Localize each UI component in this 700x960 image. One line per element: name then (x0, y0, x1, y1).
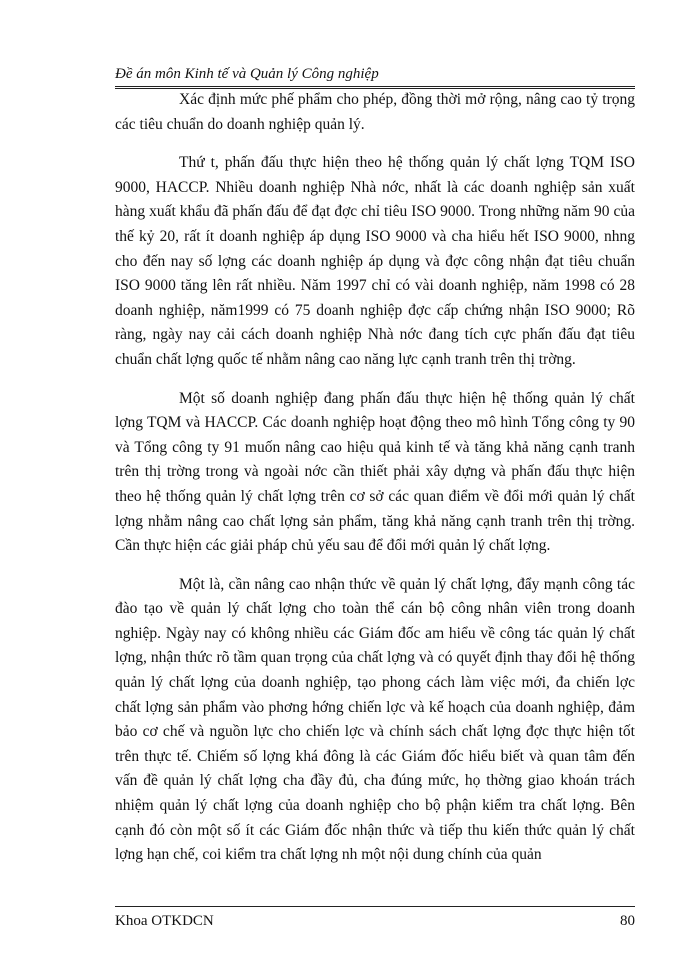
footer-department: Khoa OTKDCN (115, 913, 214, 929)
page-header-title: Đề án môn Kinh tế và Quản lý Công nghiệp (115, 66, 379, 82)
paragraph-1: Xác định mức phế phẩm cho phép, đồng thời mở rộng, nâng cao tỷ trọng các tiêu chuẩn do doanh nghiệp quản lý. (115, 91, 635, 133)
paragraph-4: Một là, cần nâng cao nhận thức về quản lý chất lợng, đẩy mạnh công tác đào tạo về quản lý chất lợng cho toàn thể cán bộ công nhân viên trong doanh nghiệp. Ngày nay có không nhiều các Giám đốc am hiểu về công tác quản lý chất lợng, nhận thức rõ tầm quan trọng của chất lợng và có quyết định thay đổi hệ thống quản lý chất lợng của doanh nghiệp, tạo phong cách làm việc mới, đa chiến lợc chất lợng sản phẩm vào phơng hớng chiến lợc và kế hoạch của doanh nghiệp, đảm bảo cơ chế và nguồn lực cho chiến lợc và chính sách chất lợng đợc thực hiện tốt trên thực tế. Chiếm số lợng khá đông là các Giám đốc hiểu biết và quan tâm đến vấn đề quản lý chất lợng cha đầy đủ, cha đúng mức, họ thờng giao khoán trách nhiệm quản lý chất lợng của doanh nghiệp cho bộ phận kiểm tra chất lợng. Bên cạnh đó còn một số ít các Giám đốc nhận thức và tiếp thu kiến thức quản lý chất lợng hạn chế, coi kiểm tra chất lợng nh một nội dung chính của quản (115, 575, 635, 864)
document-body (115, 88, 635, 882)
page-number: 80 (620, 913, 635, 929)
footer-rule (115, 906, 635, 907)
paragraph-2: Thứ t, phấn đấu thực hiện theo hệ thống quản lý chất lợng TQM ISO 9000, HACCP. Nhiều doanh nghiệp Nhà nớc, nhất là các doanh nghiệp sản xuất hàng xuất khẩu đã phấn đấu để đạt đợc chỉ tiêu ISO 9000. Trong những năm 90 của thế kỷ 20, rất ít doanh nghiệp áp dụng ISO 9000 và cha hiểu hết ISO 9000, nhng cho đến nay số lợng các doanh nghiệp áp dụng và đợc công nhận đạt tiêu chuẩn ISO 9000 tăng lên rất nhiều. Năm 1997 chỉ có vài doanh nghiệp, năm 1998 có 28 doanh nghiệp, năm1999 có 75 doanh nghiệp đợc cấp chứng nhận ISO 9000; Rõ ràng, ngày nay cải cách doanh nghiệp Nhà nớc đang tích cực phấn đấu đạt tiêu chuẩn chất lợng quốc tế nhằm nâng cao năng lực cạnh tranh trên thị trờng. (115, 154, 635, 368)
paragraph-3: Một số doanh nghiệp đang phấn đấu thực hiện hệ thống quản lý chất lợng TQM và HACCP. Các doanh nghiệp hoạt động theo mô hình Tổng công ty 90 và Tổng công ty 91 muốn nâng cao hiệu quả kinh tế và tăng khả năng cạnh tranh trên thị trờng trong và ngoài nớc cần thiết phải xây dựng và phấn đấu thực hiện theo hệ thống quản lý chất lợng trên cơ sở các quan điểm về đổi mới quản lý chất lợng nhằm nâng cao chất lợng sản phẩm, tăng khả năng cạnh tranh trên thị trờng. Cần thực hiện các giải pháp chủ yếu sau để đổi mới quản lý chất lợng. (115, 389, 635, 555)
